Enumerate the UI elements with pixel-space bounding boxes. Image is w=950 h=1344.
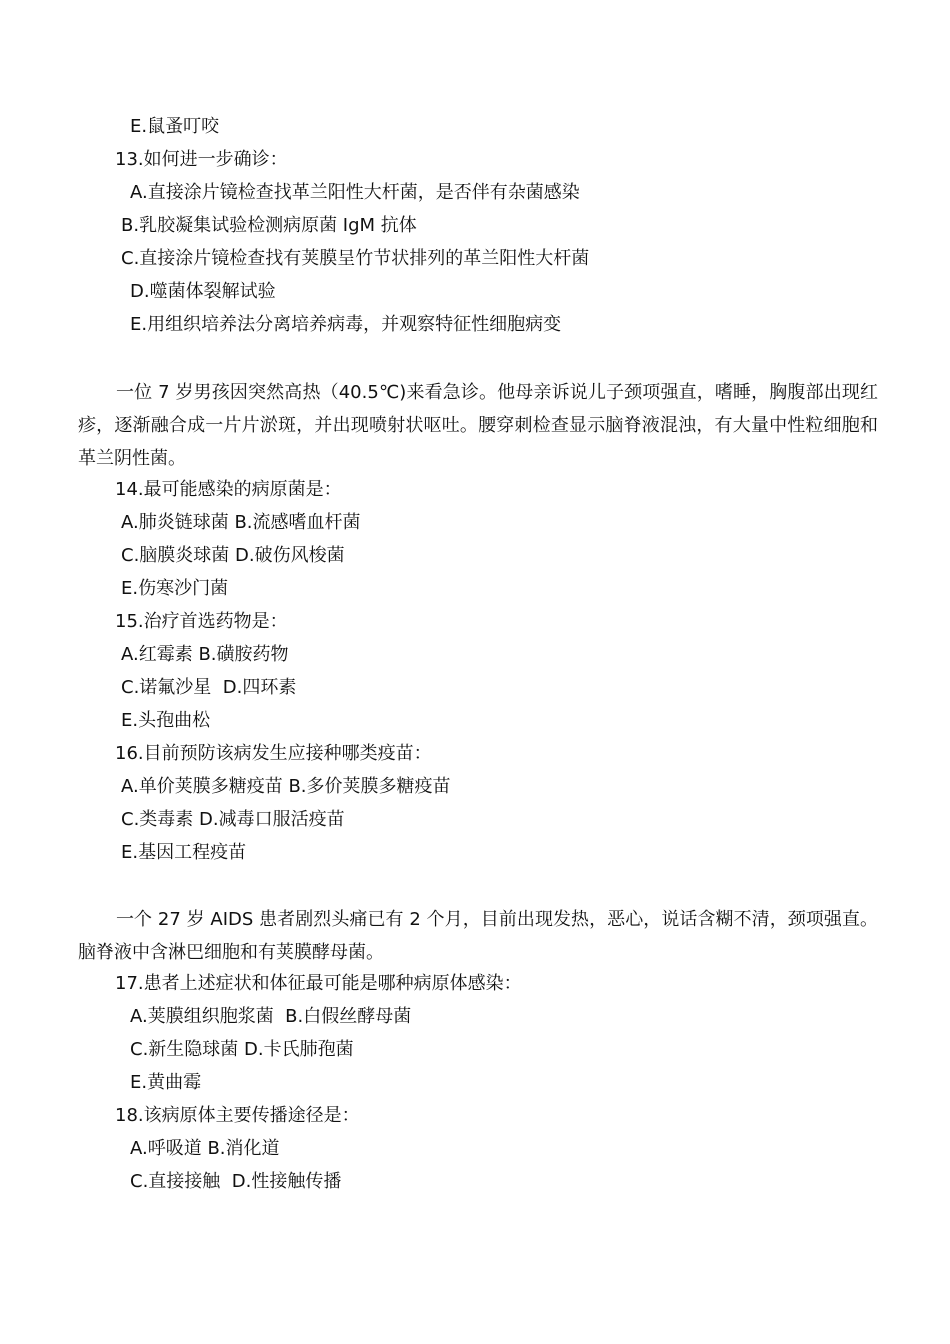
question-18: 18.该病原体主要传播途径是： [115, 1105, 360, 1126]
q16-options-cd: C.类毒素 D.减毒口服活疫苗 [121, 809, 345, 830]
q13-option-a: A.直接涂片镜检查找革兰阳性大杆菌，是否伴有杂菌感染 [130, 182, 580, 203]
q14-options-cd: C.脑膜炎球菌 D.破伤风梭菌 [121, 545, 345, 566]
q17-option-e: E.黄曲霉 [130, 1072, 202, 1093]
question-17: 17.患者上述症状和体征最可能是哪种病原体感染： [115, 973, 522, 994]
q16-options-ab: A.单价荚膜多糖疫苗 B.多价荚膜多糖疫苗 [121, 776, 451, 797]
question-15: 15.治疗首选药物是： [115, 611, 288, 632]
q13-option-e: E.用组织培养法分离培养病毒，并观察特征性细胞病变 [130, 314, 562, 335]
q18-options-ab: A.呼吸道 B.消化道 [130, 1138, 280, 1159]
question-14: 14.最可能感染的病原菌是： [115, 479, 342, 500]
q14-option-e: E.伤寒沙门菌 [121, 578, 229, 599]
q13-option-d: D.噬菌体裂解试验 [130, 281, 276, 302]
q15-options-ab: A.红霉素 B.磺胺药物 [121, 644, 289, 665]
q17-options-ab: A.荚膜组织胞浆菌 B.白假丝酵母菌 [130, 1006, 412, 1027]
case-paragraph-3: 一个 27 岁 AIDS 患者剧烈头痛已有 2 个月，目前出现发热，恶心，说话含糊不清，颈项强直。脑脊液中含淋巴细胞和有荚膜酵母菌。 [78, 909, 878, 963]
q17-options-cd: C.新生隐球菌 D.卡氏肺孢菌 [130, 1039, 354, 1060]
question-16: 16.目前预防该病发生应接种哪类疫苗： [115, 743, 432, 764]
q12-option-e: E.鼠蚤叮咬 [130, 116, 220, 137]
q15-option-e: E.头孢曲松 [121, 710, 211, 731]
q14-options-ab: A.肺炎链球菌 B.流感嗜血杆菌 [121, 512, 361, 533]
case-paragraph-2: 一位 7 岁男孩因突然高热（40.5℃)来看急诊。他母亲诉说儿子颈项强直，嗜睡，胸腹部出现红疹，逐渐融合成一片片淤斑，并出现喷射状呕吐。腰穿刺检查显示脑脊液混浊，有大量中性粒细胞和革兰阴性菌。 [78, 382, 878, 469]
question-13: 13.如何进一步确诊： [115, 149, 288, 170]
q15-options-cd: C.诺氟沙星 D.四环素 [121, 677, 297, 698]
q16-option-e: E.基因工程疫苗 [121, 842, 247, 863]
q13-option-c: C.直接涂片镜检查找有荚膜呈竹节状排列的革兰阳性大杆菌 [121, 248, 590, 269]
q18-options-cd: C.直接接触 D.性接触传播 [130, 1171, 342, 1192]
q13-option-b: B.乳胶凝集试验检测病原菌 IgM 抗体 [121, 215, 417, 236]
